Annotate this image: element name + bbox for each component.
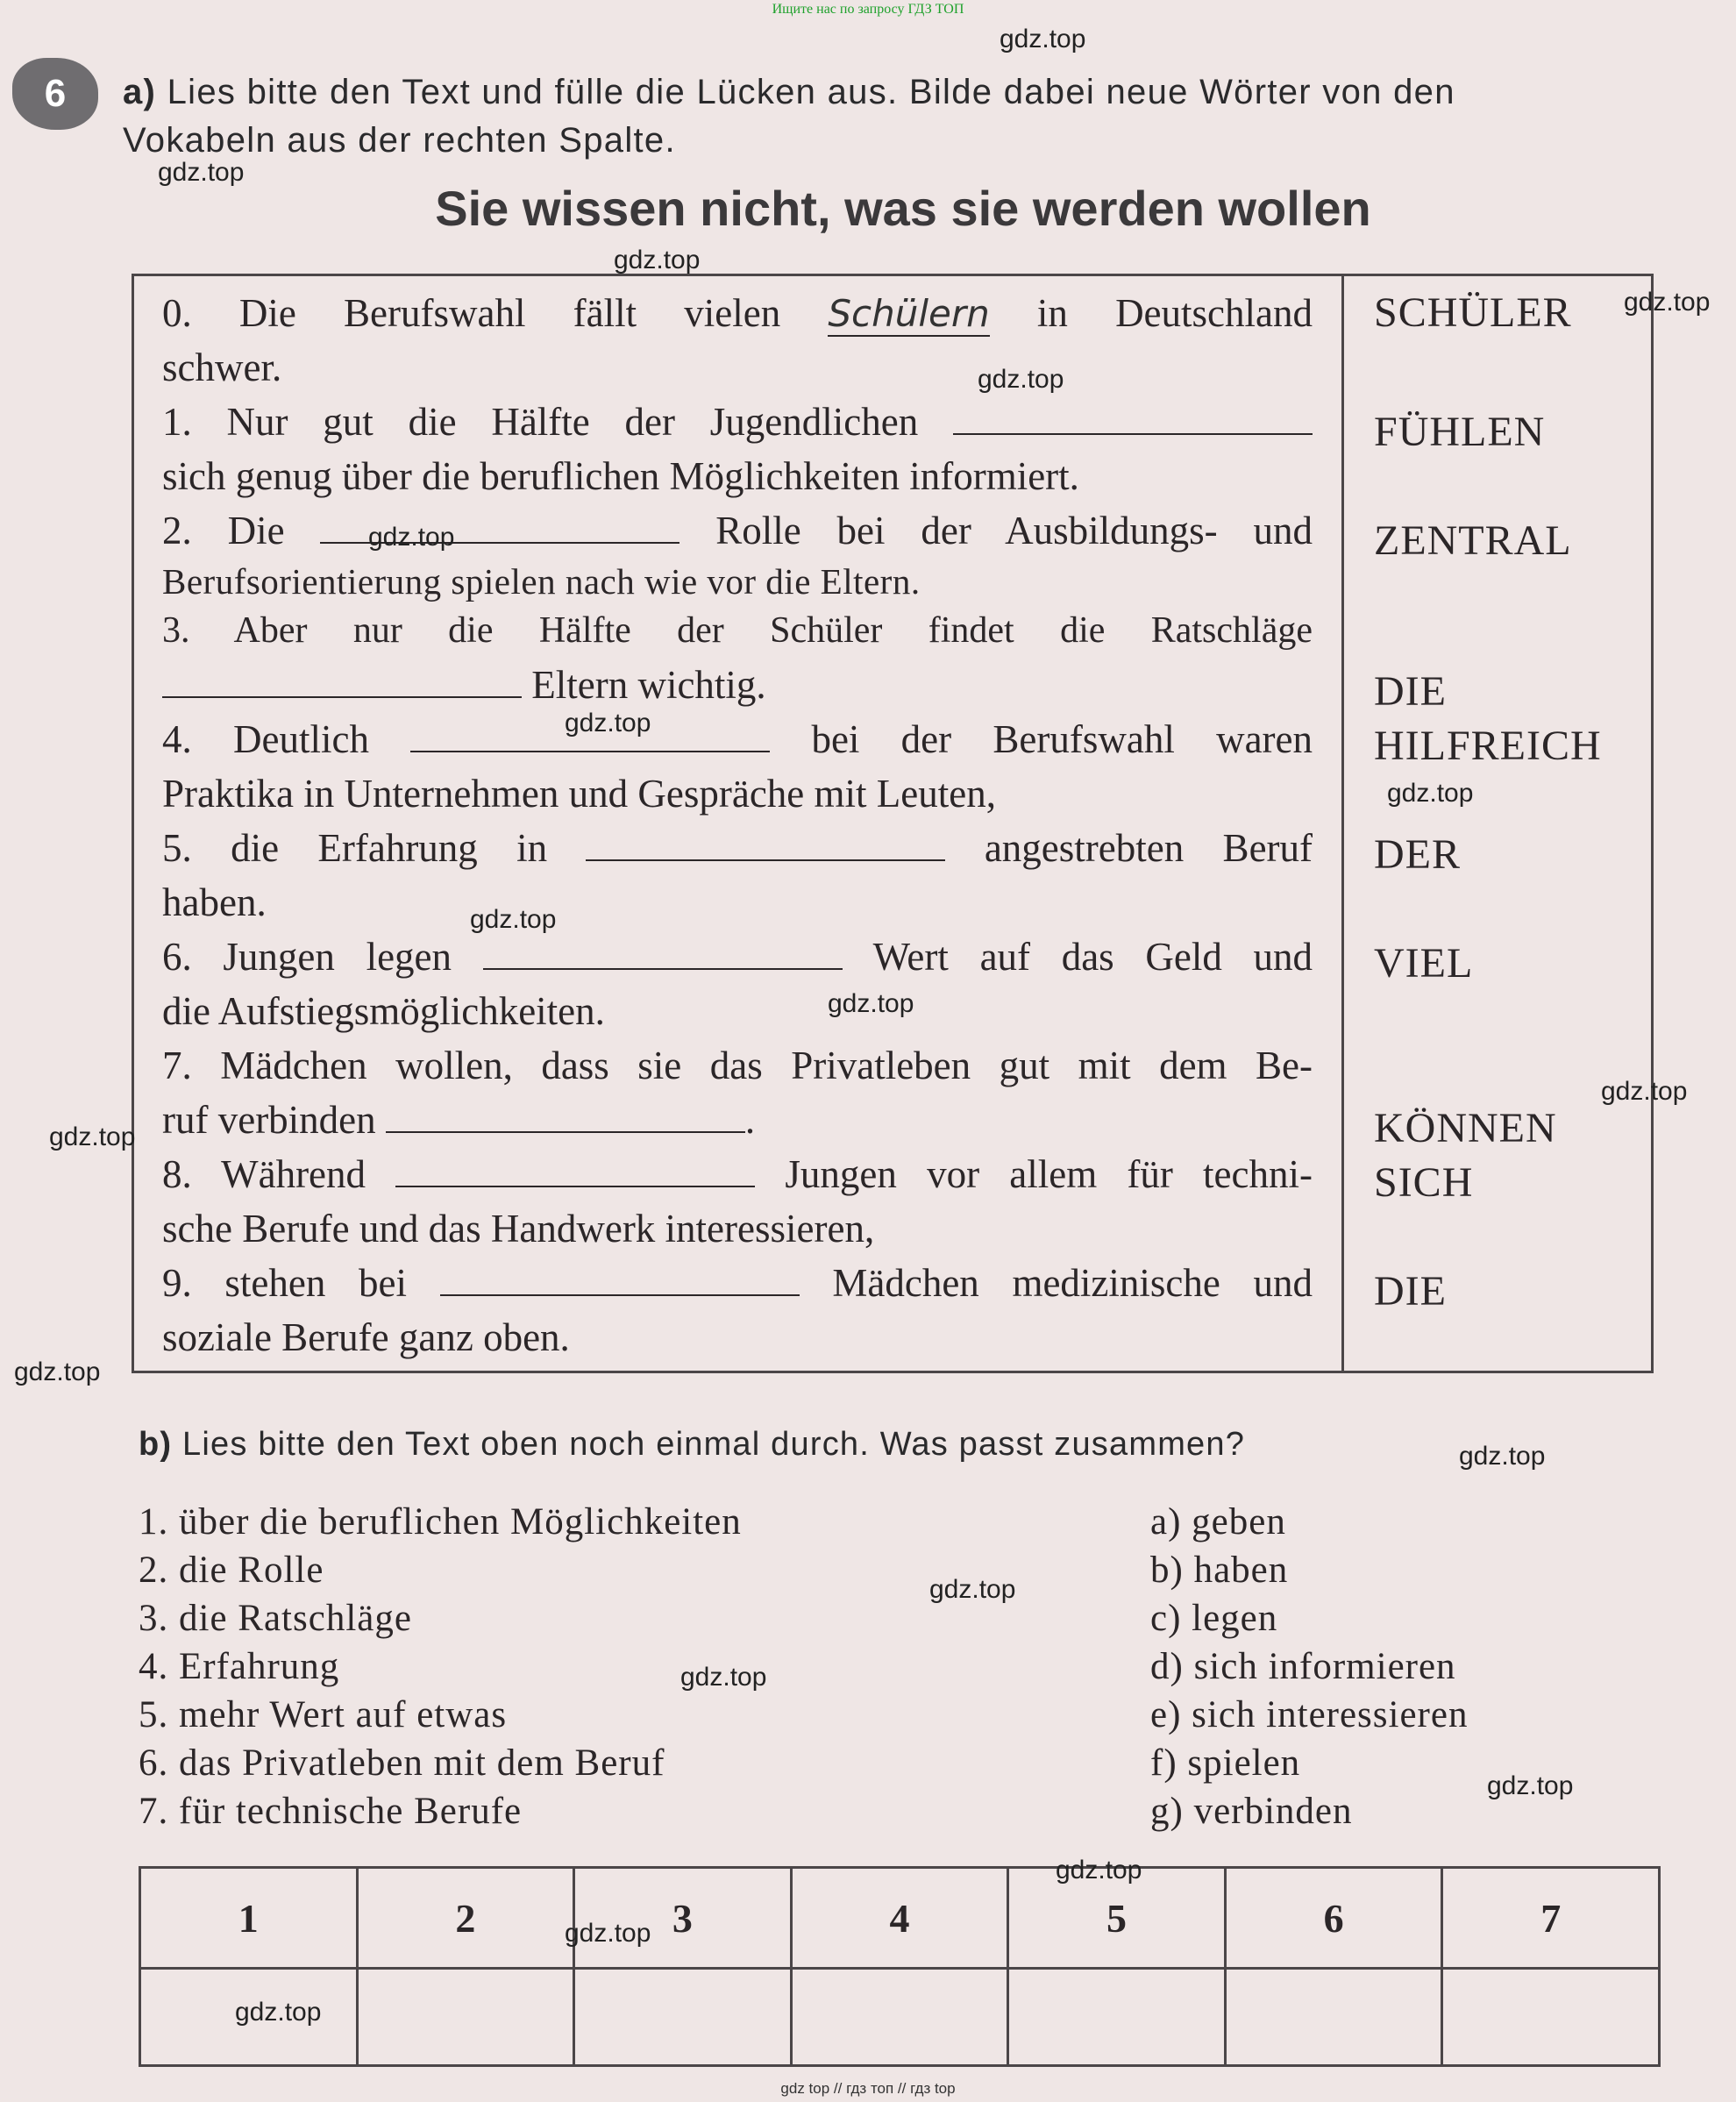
watermark: gdz.top xyxy=(470,905,557,934)
keyword-2: ZENTRAL xyxy=(1374,517,1572,564)
keyword-6: VIEL xyxy=(1374,940,1474,987)
gap-8[interactable] xyxy=(395,1156,755,1187)
exercise-number-badge: 6 xyxy=(12,58,98,130)
gap-3[interactable] xyxy=(162,666,522,698)
watermark: gdz.top xyxy=(1624,288,1711,317)
text-title: Sie wissen nicht, was sie werden wollen xyxy=(435,181,1371,236)
watermark: gdz.top xyxy=(929,1575,1016,1604)
sentence-1-cont: sich genug über die beruflichen Möglichkeiten informiert. xyxy=(162,454,1079,498)
keyword-1: FÜHLEN xyxy=(1374,409,1546,455)
right-list xyxy=(1150,1498,1468,1835)
sentence-8: 8. Während Jungen vor allem für techni- xyxy=(162,1152,1313,1196)
keyword-0: SCHÜLER xyxy=(1374,289,1572,336)
sentence-3-cont: Eltern wichtig. xyxy=(162,658,1313,712)
sentence-2: 2. Die Rolle bei der Ausbildungs- und xyxy=(162,509,1313,552)
grid-header-6: 6 xyxy=(1225,1868,1442,1969)
part-a-instruction-line2: Vokabeln aus der rechten Spalte. xyxy=(123,121,676,160)
sentence-7: 7. Mädchen wollen, dass sie das Privatleben gut mit dem Be- xyxy=(162,1044,1313,1087)
sentence-1: 1. Nur gut die Hälfte der Jugendlichen xyxy=(162,395,1313,449)
watermark: gdz.top xyxy=(1459,1442,1546,1471)
gap-6[interactable] xyxy=(483,938,843,970)
gap-7[interactable] xyxy=(386,1101,745,1133)
keyword-3: DIE xyxy=(1374,668,1447,715)
keyword-4: HILFREICH xyxy=(1374,723,1602,769)
keyword-5: DER xyxy=(1374,831,1461,878)
right-item: a) geben xyxy=(1150,1501,1286,1543)
part-a-instruction-line1: Lies bitte den Text und fülle die Lücken aus. Bilde dabei neue Wörter von den xyxy=(167,73,1455,111)
right-item: e) sich interessieren xyxy=(1150,1694,1469,1735)
watermark: gdz.top xyxy=(828,989,914,1018)
watermark: gdz.top xyxy=(1056,1856,1142,1885)
watermark: gdz.top xyxy=(680,1663,767,1692)
watermark: gdz.top xyxy=(614,246,701,274)
sentence-4-cont: Praktika in Unternehmen und Gespräche mit Leuten, xyxy=(162,772,996,816)
gap-5[interactable] xyxy=(586,830,945,861)
watermark: gdz.top xyxy=(1487,1771,1574,1800)
grid-header-1: 1 xyxy=(140,1868,358,1969)
grid-header-3: 3 xyxy=(574,1868,792,1969)
watermark: gdz.top xyxy=(158,158,245,187)
sentence-2-cont: Berufsorientierung spielen nach wie vor die Eltern. xyxy=(162,561,921,602)
left-item: 3. die Ratschläge xyxy=(139,1598,412,1639)
sentence-5: 5. die Erfahrung in angestrebten Beruf xyxy=(162,826,1313,870)
grid-answer-cell[interactable] xyxy=(357,1969,574,2066)
right-item: d) sich informieren xyxy=(1150,1646,1456,1687)
sentence-0-cont: schwer. xyxy=(162,346,282,389)
left-item: 2. die Rolle xyxy=(139,1550,324,1591)
grid-header-7: 7 xyxy=(1442,1868,1660,1969)
grid-header-4: 4 xyxy=(791,1868,1008,1969)
right-item: f) spielen xyxy=(1150,1742,1301,1784)
watermark: gdz.top xyxy=(1387,779,1474,808)
watermark: gdz.top xyxy=(1601,1077,1688,1106)
watermark: gdz.top xyxy=(235,1998,322,2027)
grid-answer-cell[interactable] xyxy=(1442,1969,1660,2066)
watermark: gdz.top xyxy=(978,365,1064,394)
left-item: 5. mehr Wert auf etwas xyxy=(139,1694,508,1735)
grid-answer-cell[interactable] xyxy=(791,1969,1008,2066)
watermark: gdz.top xyxy=(368,523,455,552)
sentence-6-cont: die Aufstiegsmöglichkeiten. xyxy=(162,989,605,1033)
answer-grid xyxy=(139,1866,1661,2067)
keyword-8: SICH xyxy=(1374,1159,1474,1206)
grid-answer-cell[interactable] xyxy=(574,1969,792,2066)
part-a-instruction xyxy=(123,68,1648,165)
part-b-instruction: b) Lies bitte den Text oben noch einmal durch. Was passt zusammen? xyxy=(139,1426,1246,1463)
keyword-7: KÖNNEN xyxy=(1374,1105,1557,1151)
sentence-7-cont: ruf verbinden . xyxy=(162,1098,756,1142)
gap-9[interactable] xyxy=(440,1265,800,1296)
grid-answer-cell[interactable] xyxy=(1225,1969,1442,2066)
watermark: gdz.top xyxy=(1000,25,1086,53)
grid-header-2: 2 xyxy=(357,1868,574,1969)
grid-answer-cell[interactable] xyxy=(1008,1969,1226,2066)
left-item: 7. für technische Berufe xyxy=(139,1791,523,1832)
sentence-3: 3. Aber nur die Hälfte der Schüler findet die Ratschläge xyxy=(162,610,1313,651)
watermark: gdz.top xyxy=(565,1919,651,1948)
sentence-6: 6. Jungen legen Wert auf das Geld und xyxy=(162,935,1313,979)
right-item: c) legen xyxy=(1150,1598,1278,1639)
part-a-label: a) xyxy=(123,73,157,111)
sentence-9: 9. stehen bei Mädchen medizinische und xyxy=(162,1261,1313,1305)
keyword-9: DIE xyxy=(1374,1268,1447,1315)
sentence-9-cont: soziale Berufe ganz oben. xyxy=(162,1315,570,1359)
sentence-0: 0. Die Berufswahl fällt vielen Schülern in Deutschland xyxy=(162,291,1313,335)
part-b-label: b) xyxy=(139,1426,173,1463)
grid-header-5: 5 xyxy=(1008,1868,1226,1969)
answer-example: Schülern xyxy=(828,292,990,335)
right-item: b) haben xyxy=(1150,1550,1289,1591)
watermark: gdz.top xyxy=(49,1122,136,1151)
left-list xyxy=(139,1498,742,1835)
watermark: gdz.top xyxy=(14,1357,101,1386)
gap-1[interactable] xyxy=(953,403,1313,435)
right-item: g) verbinden xyxy=(1150,1791,1353,1832)
watermark: gdz.top xyxy=(565,709,651,737)
site-banner[interactable]: Ищите нас по запросу ГДЗ ТОП xyxy=(772,2,964,17)
left-item: 4. Erfahrung xyxy=(139,1646,340,1687)
left-item: 6. das Privatleben mit dem Beruf xyxy=(139,1742,665,1784)
left-item: 1. über die beruflichen Möglichkeiten xyxy=(139,1501,742,1543)
sentence-4: 4. Deutlich bei der Berufswahl waren xyxy=(162,717,1313,761)
sentence-8-cont: sche Berufe und das Handwerk interessieren, xyxy=(162,1207,875,1251)
footer-watermarks: gdz top // гдз топ // гдз top xyxy=(780,2080,956,2097)
column-divider xyxy=(1341,274,1344,1373)
sentence-5-cont: haben. xyxy=(162,880,267,924)
